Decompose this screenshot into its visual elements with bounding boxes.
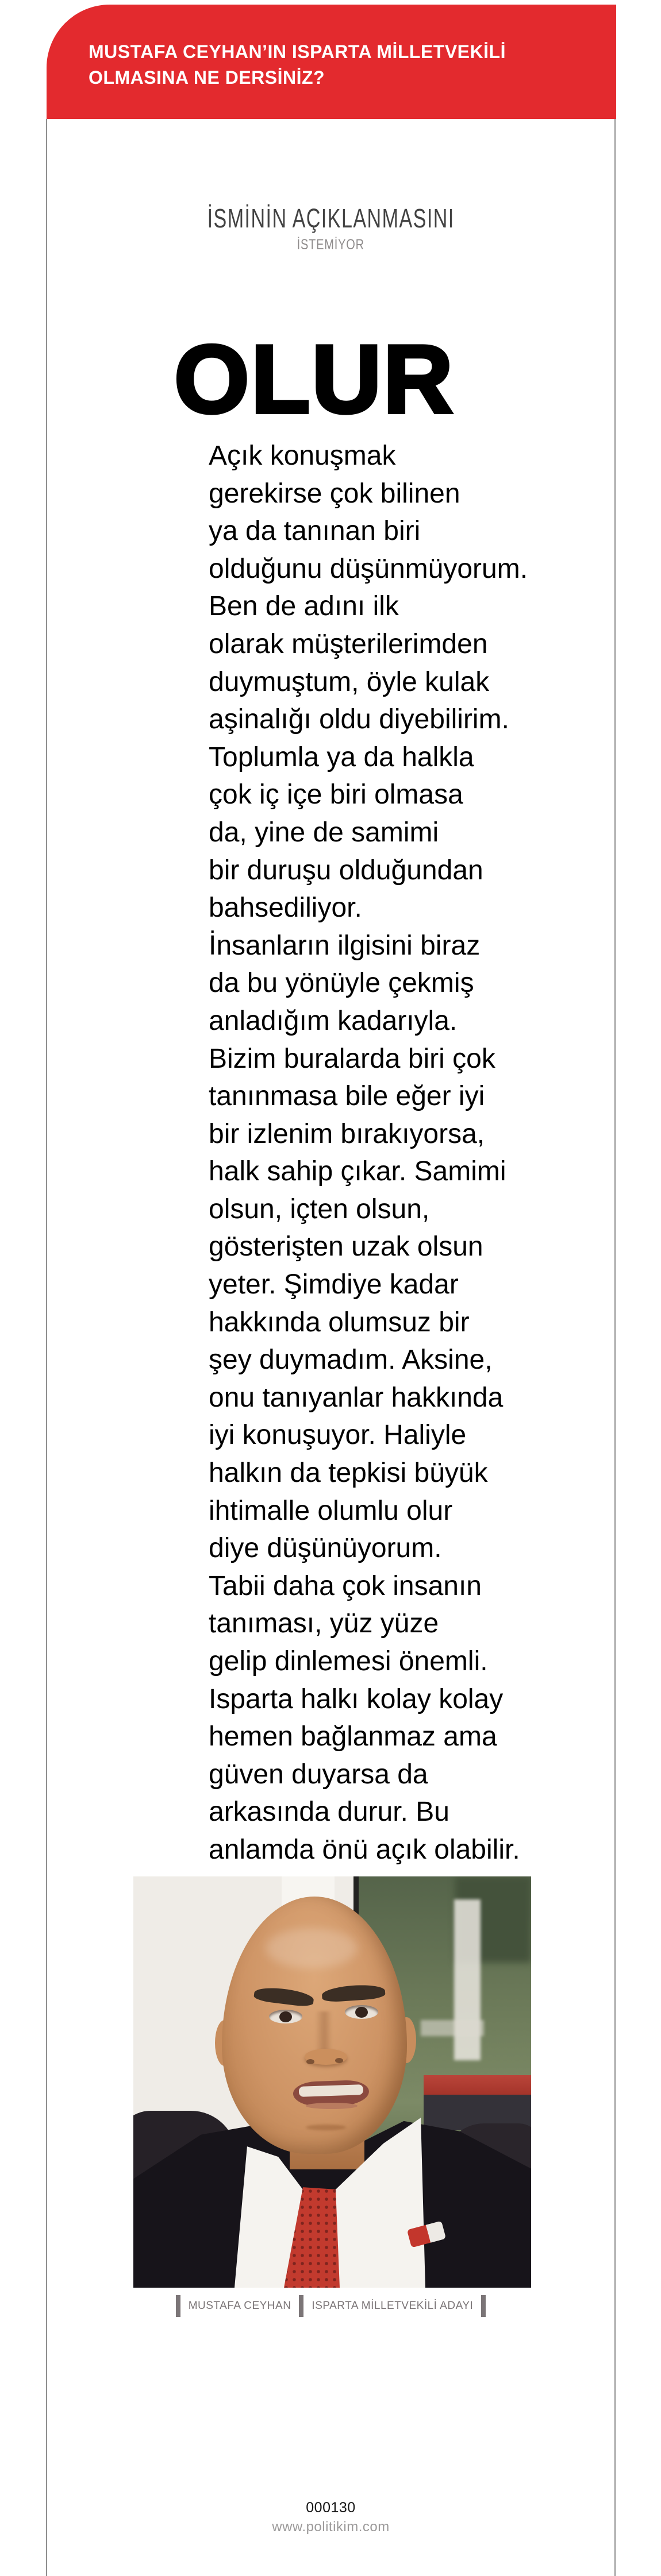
paragraph-line: olsun, içten olsun,	[209, 1194, 430, 1225]
caption-role: ISPARTA MİLLETVEKİLİ ADAYI	[312, 2300, 474, 2312]
paragraph-line: güven duyarsa da	[209, 1759, 428, 1790]
paragraph-line: gösterişten uzak olsun	[209, 1231, 483, 1262]
photo-chin-crease	[306, 2125, 346, 2130]
paragraph-line: Bizim buralarda biri çok	[209, 1043, 495, 1074]
paragraph-line: bir izlenim bırakıyorsa,	[209, 1118, 485, 1149]
paragraph-line: tanıması, yüz yüze	[209, 1608, 439, 1639]
paragraph-line: aşinalığı oldu diyebilirim.	[209, 704, 509, 735]
respondent-note-line1: İSMİNİN AÇIKLANMASINI	[207, 203, 455, 233]
caption-bar-right	[481, 2295, 486, 2317]
paragraph-line: Açık konuşmak	[209, 441, 396, 471]
paragraph-line: İnsanların ilgisini biraz	[209, 930, 481, 961]
paragraph-line: da bu yönüyle çekmiş	[209, 968, 474, 999]
caption-bar-left	[176, 2295, 180, 2317]
paragraph-line: anladığım kadarıyla.	[209, 1005, 458, 1036]
paragraph-line: Toplumla ya da halkla	[209, 741, 474, 773]
photo-nostril-left	[306, 2059, 314, 2064]
paragraph-line: ya da tanınan biri	[209, 516, 421, 547]
photo-blurred-window-vertical	[454, 1899, 481, 2060]
paragraph-line: halkın da tepkisi büyük	[209, 1458, 488, 1489]
page-left-rule	[46, 119, 47, 2576]
question-banner	[47, 5, 616, 119]
paragraph-line: hemen bağlanmaz ama	[209, 1721, 497, 1752]
paragraph-line: gerekirse çok bilinen	[209, 478, 460, 509]
paragraph-line: Isparta halkı kolay kolay	[209, 1683, 504, 1714]
page-right-rule	[614, 119, 616, 2576]
paragraph-line: bahsediliyor.	[209, 893, 362, 924]
paragraph-line: olarak müşterilerimden	[209, 628, 488, 659]
paragraph-line: duymuştum, öyle kulak	[209, 666, 490, 697]
paragraph-line: iyi konuşuyor. Haliyle	[209, 1420, 467, 1451]
footer-website-link[interactable]: www.politikim.com	[272, 2519, 390, 2535]
photo-caption	[47, 2295, 615, 2317]
question-line-2: OLMASINA NE DERSİNİZ?	[89, 67, 325, 88]
paragraph-line: şey duymadım. Aksine,	[209, 1345, 493, 1376]
paragraph-line: da, yine de samimi	[209, 817, 439, 848]
paragraph-line: tanınmasa bile eğer iyi	[209, 1081, 485, 1112]
paragraph-line: Ben de adını ilk	[209, 591, 399, 622]
caption-bar-middle	[299, 2295, 303, 2317]
photo-iris-right	[355, 2007, 368, 2018]
paragraph-line: yeter. Şimdiye kadar	[209, 1269, 459, 1300]
paragraph-line: arkasında durur. Bu	[209, 1797, 449, 1828]
paragraph-line: onu tanıyanlar hakkında	[209, 1382, 504, 1413]
paragraph-line: olduğunu düşünmüyorum.	[209, 553, 528, 584]
paragraph-line: ihtimalle olumlu olur	[209, 1495, 453, 1526]
photo-blurred-window-horizontal	[421, 2020, 484, 2036]
respondent-note-line2: İSTEMİYOR	[297, 237, 365, 253]
candidate-photo	[133, 1876, 531, 2288]
paragraph-line: Tabii daha çok insanın	[209, 1570, 482, 1601]
answer-paragraph	[209, 437, 528, 1869]
footer-code: 000130	[306, 2500, 356, 2516]
photo-iris-left	[279, 2011, 292, 2022]
photo-forehead-highlight	[266, 1928, 358, 1968]
paragraph-line: halk sahip çıkar. Samimi	[209, 1156, 506, 1187]
respondent-note-2	[47, 237, 615, 253]
respondent-note	[47, 204, 615, 232]
photo-lower-lip	[306, 2103, 358, 2109]
paragraph-line: hakkında olumsuz bir	[209, 1307, 470, 1338]
photo-red-rail	[424, 2075, 531, 2096]
photo-eye-right	[345, 2005, 378, 2019]
caption-name: MUSTAFA CEYHAN	[188, 2300, 291, 2312]
paragraph-line: gelip dinlemesi önemli.	[209, 1646, 488, 1677]
paragraph-line: anlamda önü açık olabilir.	[209, 1834, 520, 1865]
paragraph-line: çok iç içe biri olmasa	[209, 779, 463, 810]
photo-nostril-right	[335, 2058, 343, 2063]
paragraph-line: bir duruşu olduğundan	[209, 855, 483, 886]
answer-headline: OLUR	[174, 325, 455, 433]
paragraph-line: diye düşünüyorum.	[209, 1533, 442, 1564]
question-line-1: MUSTAFA CEYHAN’IN ISPARTA MİLLETVEKİLİ	[89, 41, 506, 62]
photo-eye-left	[269, 2010, 302, 2023]
